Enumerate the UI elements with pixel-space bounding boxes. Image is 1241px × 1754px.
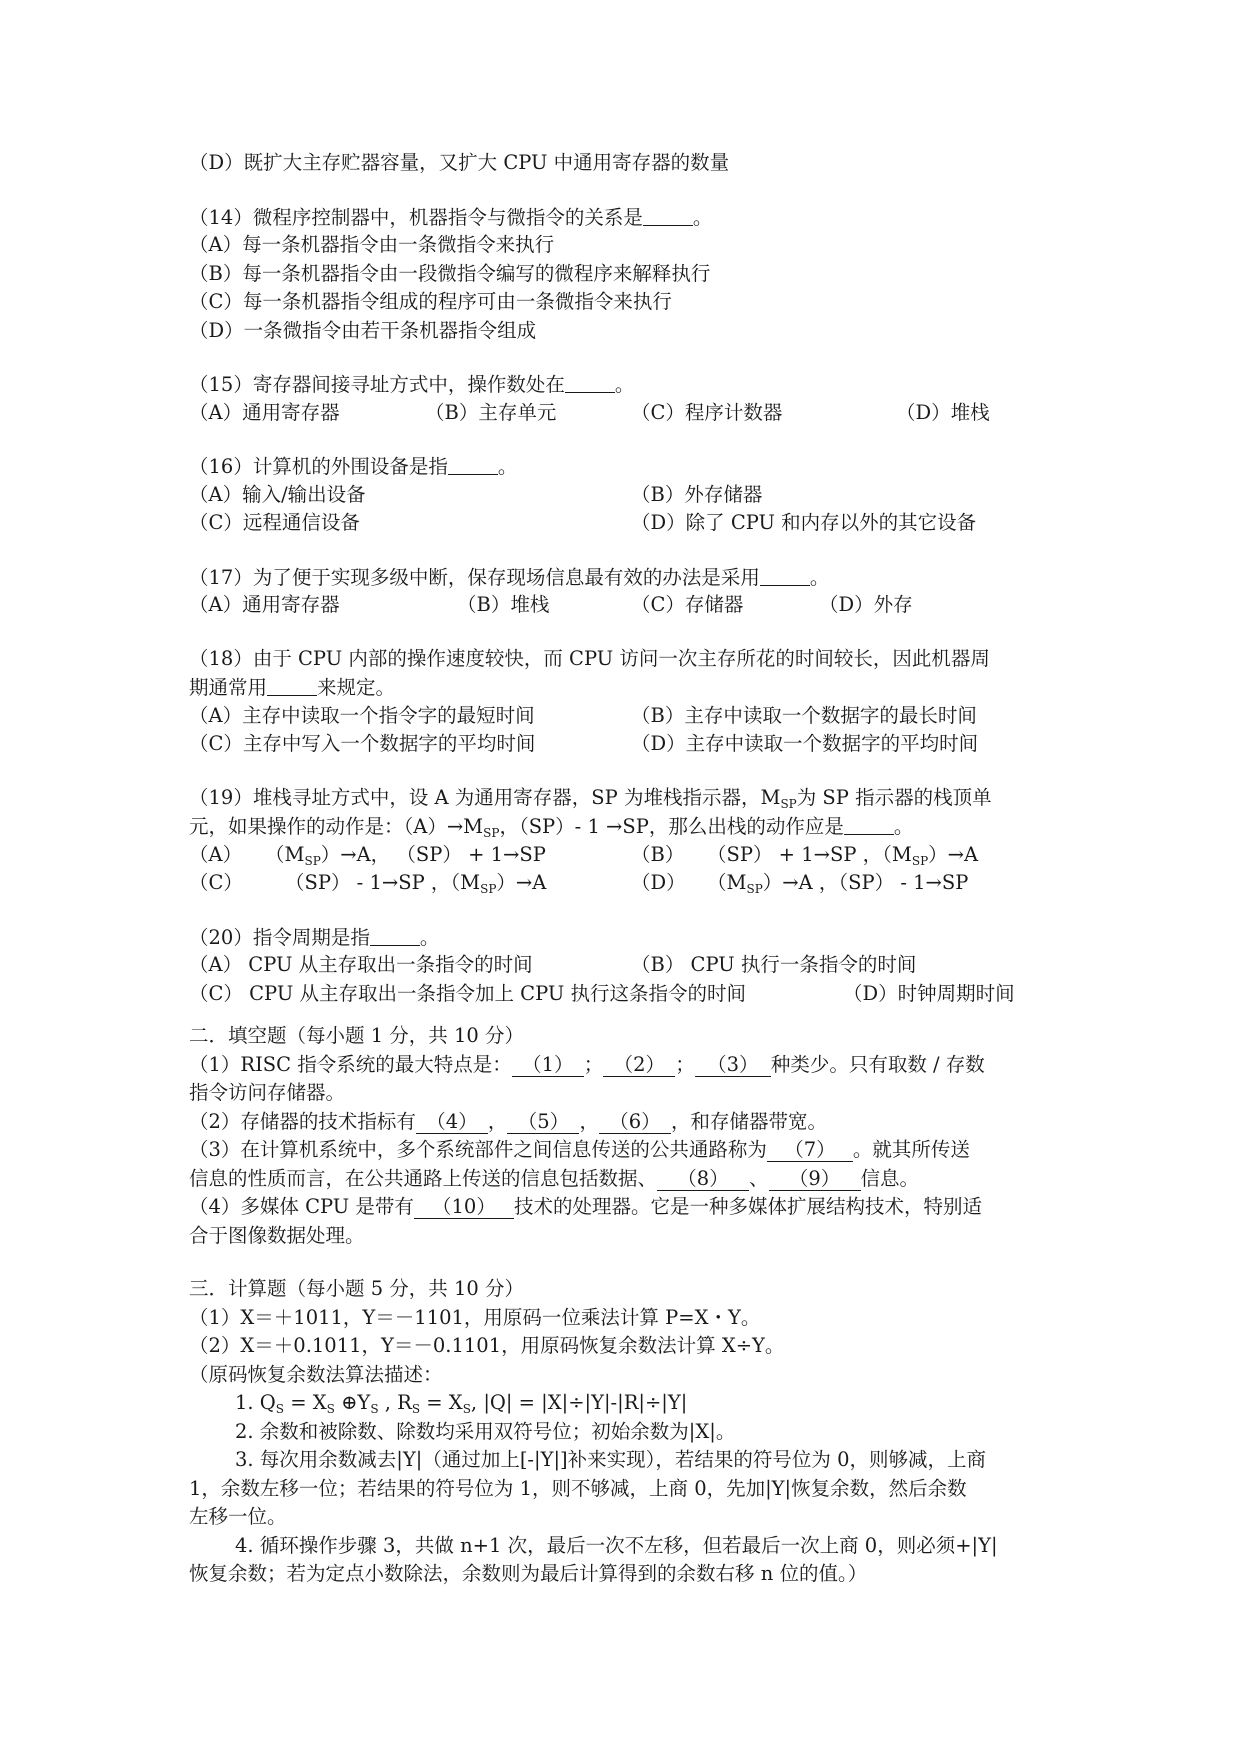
q15-option-b: （B）主存单元 [425, 400, 557, 424]
q15-options [189, 399, 1061, 428]
q18-option-c: （C）主存中写入一个数据字的平均时间 [189, 732, 536, 755]
q19-option-b: （SP） + 1→SP ，$(M_{SP})\to A$ [707, 842, 979, 868]
q20-options-ab [189, 951, 1061, 980]
algorithm-step-3-line1: 3. 每次用余数减去|Y|（通过加上[-|Y|]补来实现），若结果的符号位为 0，则够减，上商 [235, 1448, 986, 1471]
q14-stem: （14）微程序控制器中，机器指令与微指令的关系是 。 [189, 203, 1061, 232]
algorithm-step-1: 1. $Q_S = X_S$ $\oplus Y_S$ , $R_S = X_S$, |Q| = |X|÷|Y|-|R|÷|Y| [235, 1391, 688, 1416]
q18-stem-line1: （18）由于 CPU 内部的操作速度较快，而 CPU 访问一次主存所花的时间较长，因此机器周 [189, 646, 990, 670]
q14-option-a: （A）每一条机器指令由一条微指令来执行 [189, 233, 555, 256]
q16-option-d: （D）除了 CPU 和内存以外的其它设备 [631, 511, 977, 534]
q19-option-d-label: （D） [631, 871, 686, 894]
fill-blank-8: （8） [657, 1168, 749, 1191]
q18-blank [267, 673, 317, 696]
q19-option-d: $(M_{SP})\to A$ ，（SP） - 1→SP [707, 871, 969, 896]
fill-blank-3: （3） [695, 1054, 771, 1077]
section3-problem2: （2）X＝＋0.1011，Y＝－0.1101，用原码恢复余数法计算 X÷Y。 [189, 1334, 785, 1357]
q17-options [189, 591, 1061, 620]
section3-problem1: （1）X＝＋1011，Y＝－1101，用原码一位乘法计算 P=X・Y。 [189, 1305, 761, 1329]
q16-option-b: （B）外存储器 [631, 482, 763, 506]
q19-options-ab [189, 841, 1061, 870]
q16-options-ab [189, 481, 1061, 510]
q18-options-cd [189, 730, 1061, 759]
fill-blank-9: （9） [769, 1168, 861, 1191]
q20-option-c: （C） CPU 从主存取出一条指令加上 CPU 执行这条指令的时间 [189, 981, 746, 1005]
q14-blank [643, 203, 693, 226]
fill-blank-1: （1） [512, 1054, 584, 1077]
q15-option-d: （D）堆栈 [896, 400, 990, 424]
q17-option-c: （C）存储器 [631, 593, 744, 616]
q20-option-d: （D）时钟周期时间 [843, 981, 1015, 1005]
section2-item1-line1: （1）RISC 指令系统的最大特点是： （1） ； （2） ； （3） 种类少。只有取数 / 存数 [189, 1052, 985, 1076]
q19-stem-line2: 元，如果操作的动作是：$(A)\to M_{SP}$，（SP）- 1 →SP，那么出栈的动作应是 。 [189, 812, 1061, 841]
fill-blank-7: （7） [767, 1139, 853, 1162]
section2-title: 二．填空题（每小题 1 分，共 10 分） [189, 1024, 525, 1047]
document-content [189, 149, 1061, 1589]
section2-item3-line2: 信息的性质而言，在公共通路上传送的信息包括数据、 （8） 、 （9） 信息。 [189, 1166, 920, 1190]
q18-option-b: （B）主存中读取一个数据字的最长时间 [631, 703, 977, 727]
q19-option-c: （SP） - 1→SP ，$(M_{SP})\to A$ [285, 871, 547, 896]
section2-item4-line1: （4）多媒体 CPU 是带有 （10） 技术的处理器。它是一种多媒体扩展结构技术，特别适 [189, 1195, 982, 1218]
fill-blank-5: （5） [507, 1111, 579, 1134]
q20-stem: （20）指令周期是指 。 [189, 923, 1061, 952]
section2-item2: （2）存储器的技术指标有 （4） ， （5） ， （6） ，和存储器带宽。 [189, 1109, 827, 1133]
algorithm-step-3-line2: 1，余数左移一位；若结果的符号位为 1，则不够减，上商 0，先加|Y|恢复余数，然后余数 [189, 1476, 967, 1500]
q19-option-c-label: （C） [189, 871, 243, 894]
algorithm-step-4-line2: 恢复余数；若为定点小数除法，余数则为最后计算得到的余数右移 n 位的值。） [189, 1562, 868, 1585]
q17-stem: （17）为了便于实现多级中断，保存现场信息最有效的办法是采用 。 [189, 563, 1061, 592]
prev-question-option-d: （D）既扩大主存贮器容量，又扩大 CPU 中通用寄存器的数量 [189, 151, 730, 174]
q14-option-b: （B）每一条机器指令由一段微指令编写的微程序来解释执行 [189, 261, 711, 285]
section2-item1-line2: 指令访问存储器。 [189, 1081, 346, 1104]
q16-options-cd [189, 509, 1061, 538]
section2-item3-line1: （3）在计算机系统中，多个系统部件之间信息传送的公共通路称为 （7） 。就其所传送 [189, 1138, 970, 1161]
fill-blank-10: （10） [414, 1196, 514, 1219]
q14-option-c: （C）每一条机器指令组成的程序可由一条微指令来执行 [189, 290, 672, 313]
q19-blank [844, 812, 894, 835]
q18-stem-line2: 期通常用 来规定。 [189, 673, 1061, 702]
q15-blank [565, 370, 615, 393]
section2-item4-line2: 合于图像数据处理。 [189, 1223, 365, 1247]
section3-title: 三．计算题（每小题 5 分，共 10 分） [189, 1277, 525, 1300]
q18-option-a: （A）主存中读取一个指令字的最短时间 [189, 703, 535, 727]
algorithm-step-2: 2. 余数和被除数、除数均采用双符号位；初始余数为|X|。 [235, 1419, 736, 1443]
q15-stem: （15）寄存器间接寻址方式中，操作数处在 。 [189, 370, 1061, 399]
q20-blank [370, 923, 420, 946]
q16-stem: （16）计算机的外围设备是指 。 [189, 452, 1061, 481]
section3-algorithm-intro: （原码恢复余数法算法描述： [189, 1362, 443, 1386]
q20-option-a: （A） CPU 从主存取出一条指令的时间 [189, 953, 533, 976]
q17-option-a: （A）通用寄存器 [189, 593, 340, 616]
q17-blank [760, 563, 810, 586]
q14-option-d: （D）一条微指令由若干条机器指令组成 [189, 318, 537, 342]
q17-option-d: （D）外存 [819, 593, 913, 616]
q20-option-b: （B） CPU 执行一条指令的时间 [631, 953, 917, 976]
algorithm-step-3-line3: 左移一位。 [189, 1505, 287, 1528]
q16-option-a: （A）输入/输出设备 [189, 482, 366, 506]
fill-blank-4: （4） [416, 1111, 488, 1134]
q18-option-d: （D）主存中读取一个数据字的平均时间 [631, 732, 979, 755]
fill-blank-2: （2） [603, 1054, 675, 1077]
q17-option-b: （B）堆栈 [457, 593, 550, 616]
q19-option-a: $(M_{SP})\to A$， （SP） + 1→SP [265, 842, 546, 868]
q15-option-c: （C）程序计数器 [631, 400, 783, 424]
q18-options-ab [189, 702, 1061, 731]
algorithm-step-4-line1: 4. 循环操作步骤 3，共做 n+1 次，最后一次不左移，但若最后一次上商 0，则必须+|Y| [235, 1533, 998, 1557]
q15-option-a: （A）通用寄存器 [189, 400, 340, 424]
q16-option-c: （C）远程通信设备 [189, 511, 360, 534]
q19-options-cd [189, 869, 1061, 898]
q20-options-cd [189, 980, 1061, 1009]
q19-option-a-label: （A） [189, 842, 243, 866]
q19-option-b-label: （B） [631, 842, 685, 866]
q16-blank [448, 452, 498, 475]
q19-stem-line1: （19）堆栈寻址方式中，设 A 为通用寄存器，SP 为堆栈指示器，$M_{SP}$为 SP 指示器的栈顶单 [189, 785, 992, 811]
fill-blank-6: （6） [599, 1111, 671, 1134]
